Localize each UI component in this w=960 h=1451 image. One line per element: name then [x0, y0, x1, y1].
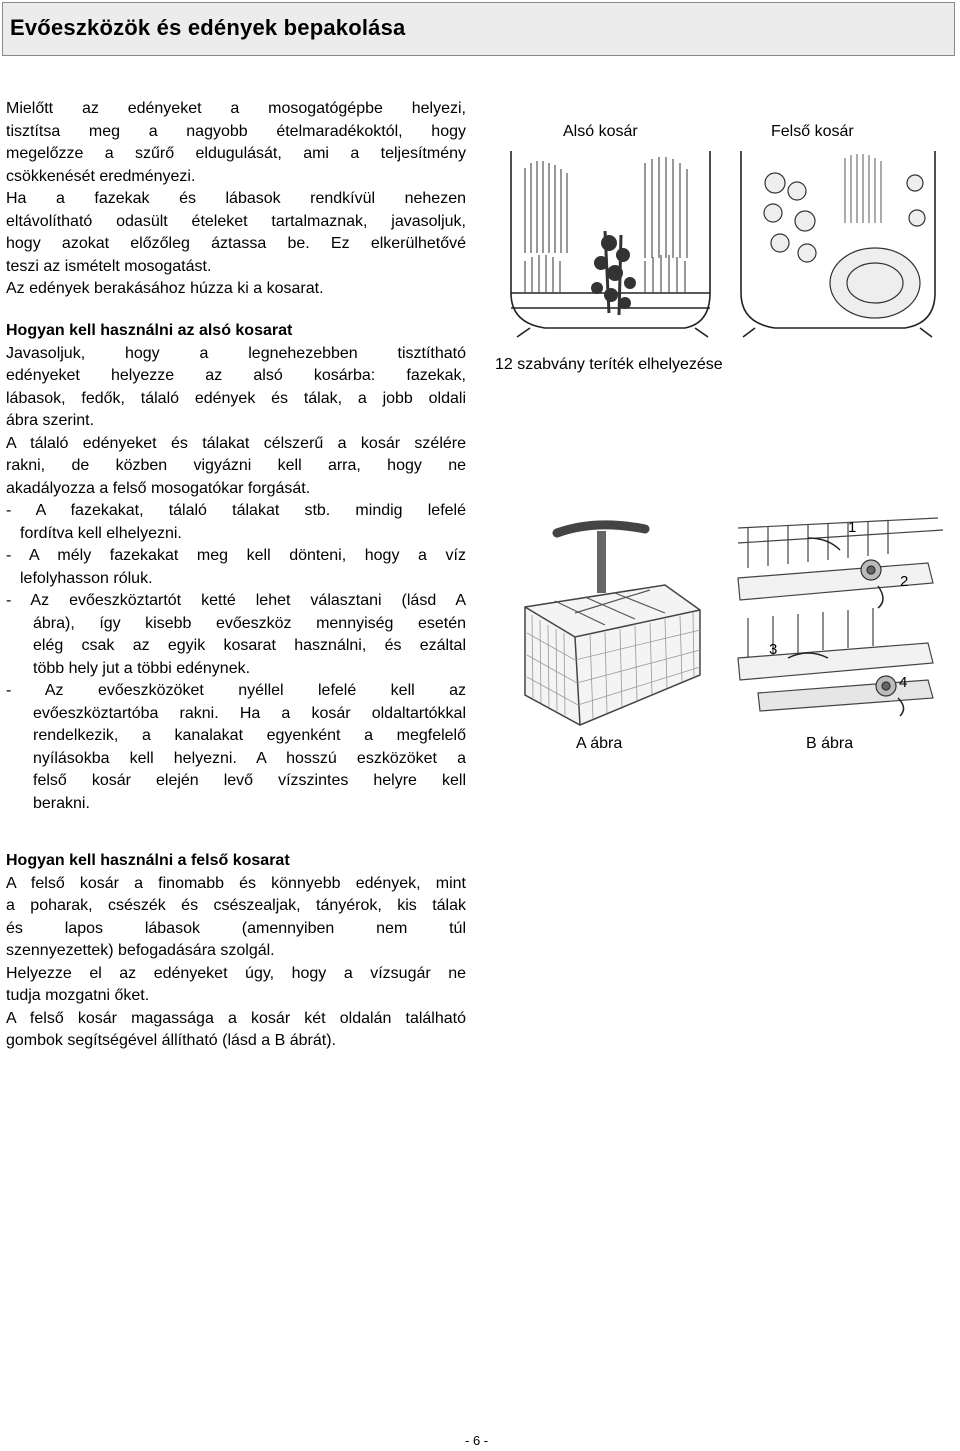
body-line: ábra), így kisebb evőeszköz mennyiség esetén — [33, 614, 466, 632]
body-line: edényeket helyezze az alsó kosárba: fazekak, — [6, 367, 466, 384]
body-line: gombok segítségével állítható (lásd a B ábrát). — [6, 1032, 336, 1049]
intro-paragraph — [6, 98, 466, 301]
intro-line: Mielőtt az edényeket a mosogatógépbe helyezi, — [6, 100, 466, 117]
intro-line: tisztítsa meg a nagyobb ételmaradékoktól, hogy — [6, 122, 466, 140]
body-line: evőeszköztartóba rakni. Ha a kosár oldaltartókkal — [33, 704, 466, 722]
intro-line: megelőzze a szűrő eldugulását, ami a teljesítmény — [6, 145, 466, 162]
intro-line: csökkenését eredményezi. — [6, 167, 196, 185]
intro-line: eltávolítható odasült ételeket tartalmaznak, javasoljuk, — [6, 212, 466, 230]
body-line: berakni. — [33, 794, 90, 812]
figure-b-caption: B ábra — [806, 735, 854, 752]
step-2-label: 2 — [900, 573, 909, 590]
body-line: több hely jut a többi edénynek. — [33, 659, 251, 677]
body-line: A felső kosár magassága a kosár két oldalán található — [6, 1009, 466, 1027]
body-line: a poharak, csészék és csészealjak, tányérok, kis tálak — [6, 897, 466, 914]
page-number: - 6 - — [465, 1433, 489, 1448]
body-line: lábasok, fedők, tálaló edények és tálak, a jobb oldali — [6, 389, 466, 407]
upper-basket-illustration — [735, 143, 945, 338]
intro-line: Az edények berakásához húzza ki a kosarat. — [6, 280, 324, 297]
lower-basket-section — [6, 320, 466, 815]
body-line: - A fazekakat, tálaló tálakat stb. mindig lefelé — [6, 502, 466, 519]
body-line: nyílásokba kell helyezni. A hosszú eszközöket a — [33, 749, 466, 767]
lower-basket-illustration — [505, 143, 720, 338]
intro-line: teszi az ismételt mosogatást. — [6, 257, 212, 275]
section-heading: Hogyan kell használni a felső kosarat — [6, 852, 290, 869]
page-title: Evőeszközök és edények bepakolása — [10, 15, 406, 40]
body-line: akadályozza a felső mosogatókar forgását. — [6, 479, 311, 497]
body-line: - A mély fazekakat meg kell dönteni, hogy a víz — [6, 547, 466, 564]
body-line: tudja mozgatni őket. — [6, 987, 150, 1004]
lower-basket-label: Alsó kosár — [563, 123, 638, 140]
upper-basket-section — [6, 850, 466, 1053]
body-line: rendelkezik, a kanalakat egyenként a megfelelő — [33, 727, 466, 744]
step-1-label: 1 — [848, 519, 857, 536]
step-4-label: 4 — [899, 674, 908, 691]
height-adjustment-illustration — [728, 508, 953, 733]
section-heading: Hogyan kell használni az alsó kosarat — [6, 322, 293, 339]
body-line: szennyezettek) befogadására szolgál. — [6, 942, 275, 959]
body-line: - Az evőeszköztartót ketté lehet választani (lásd A — [6, 592, 466, 609]
step-3-label: 3 — [769, 641, 778, 658]
body-line: Javasoljuk, hogy a legnehezebben tisztítható — [6, 344, 466, 362]
cutlery-basket-illustration — [515, 515, 705, 730]
body-line: A felső kosár a finomabb és könnyebb edények, mint — [6, 874, 466, 892]
body-line: Helyezze el az edényeket úgy, hogy a vízsugár ne — [6, 964, 466, 982]
body-line: fordítva kell elhelyezni. — [20, 524, 182, 542]
body-line: elég csak az egyik kosarat használni, és ezáltal — [33, 637, 466, 654]
body-line: ábra szerint. — [6, 412, 95, 429]
title-bar — [2, 2, 955, 56]
body-line: A tálaló edényeket és tálakat célszerű a kosár szélére — [6, 434, 466, 452]
intro-line: hogy azokat előzőleg áztassa be. Ez elkerülhetővé — [6, 235, 466, 252]
body-line: - Az evőeszközöket nyéllel lefelé kell az — [6, 682, 466, 699]
body-line: felső kosár elején levő vízszintes helyre kell — [33, 772, 466, 789]
body-line: és lapos lábasok (amennyiben nem túl — [6, 919, 466, 937]
body-line: lefolyhasson róluk. — [20, 569, 153, 587]
figure-a-caption: A ábra — [576, 735, 623, 752]
body-line: rakni, de közben vigyázni kell arra, hogy ne — [6, 457, 466, 474]
place-settings-caption: 12 szabvány teríték elhelyezése — [495, 356, 723, 373]
upper-basket-label: Felső kosár — [771, 123, 854, 140]
intro-line: Ha a fazekak és lábasok rendkívül nehezen — [6, 190, 466, 207]
